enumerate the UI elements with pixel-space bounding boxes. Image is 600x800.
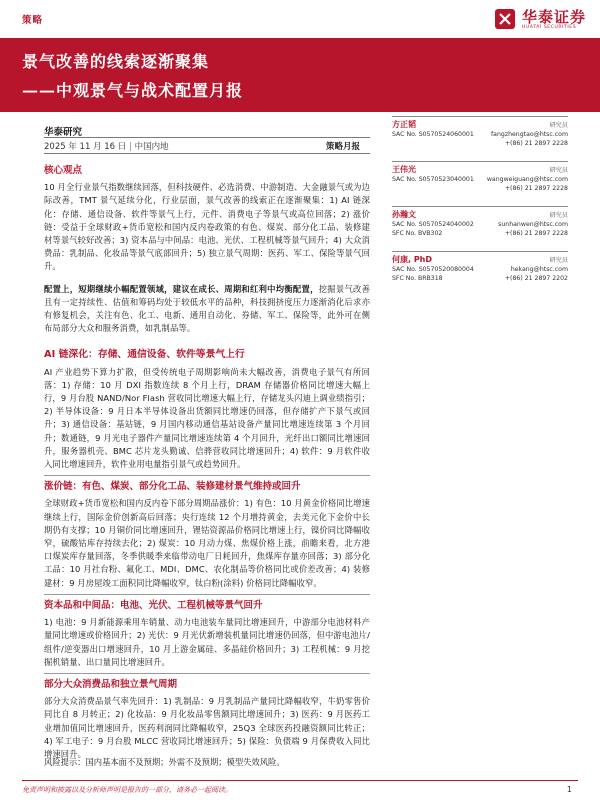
core-view-text: 10 月全行业景气指数继续回落，但科技硬件、必选消费、中游制造、大金融景气或为边际改善，TMT 景气延续分化，行业层面，景气改善的线索正在逐渐聚集：1) AI 链深化：存储、通信设备、软件等景气上行，元件、消费电子等景气或高位回落；2) 涨价链：受益于全球财政+货币宽松和国内反内卷政策的有色、煤炭、部分化工品、装修建材等景气较好改善；3) 资本品与中间品：电池、光伏、工程机械等景气回升；4) 大众消费品：乳制品、化妆品等景气底部回升；5) 独立景气周期：医药、军工、保险等景气回升。 (44, 182, 370, 272)
analyst-role: 研究员 (549, 122, 568, 129)
disclaimer-note: 免责声明和披露以及分析师声明是报告的一部分，请务必一起阅读。 (22, 786, 232, 794)
report-subtitle: ——中观景气与战术配置月报 (22, 81, 244, 100)
analyst-phone: +(86) 21 2897 2228 (504, 185, 568, 192)
footer-rule (22, 780, 578, 781)
analyst-role: 研究员 (549, 257, 568, 264)
company-logo (494, 8, 586, 30)
analyst-card (392, 251, 568, 283)
consumer-text: 部分大众消费品景气率先回升：1) 乳制品：9 月乳制品产量同比降幅收窄，牛奶零售价同比自 8 月转正；2) 化妆品：9 月化妆品零售额同比增速回升；3) 医药：9 月医药工业增加值同比增速回升，医药利润同比降幅收窄，25Q3 全球医药投融资额同比转正；4) 军工电子：9 月台股 MLCC 营收同比增速回升；5) 保险：负债端 9 月保费收入同比增速回升。 (44, 696, 370, 759)
analyst-card (392, 116, 568, 148)
analyst-sac: SAC No. S0570524040002 (392, 221, 474, 228)
analyst-email[interactable]: sunhanwen@htsc.com (498, 221, 568, 228)
report-type: 策略月报 (326, 142, 361, 152)
report-category: 策略 (22, 15, 44, 26)
analyst-name: 方正韬 (392, 120, 416, 129)
section-divider (44, 594, 370, 595)
analyst-sfc: SFC No. BVB302 (392, 230, 443, 237)
analyst-sac: SAC No. S0570524060001 (392, 131, 474, 138)
analyst-role: 研究员 (549, 167, 568, 174)
report-title: 景气改善的线索逐渐聚集 (22, 52, 210, 71)
consumer-heading: 部分大众消费品和独立景气周期 (44, 678, 178, 690)
section-divider (44, 673, 370, 674)
logo-text-cn: 华泰证券 (521, 7, 586, 26)
page-number: 1 (566, 785, 572, 794)
analyst-sac: SAC No. S0570523040001 (392, 176, 474, 183)
analyst-email[interactable]: fangzhengtao@htsc.com (491, 131, 568, 138)
analyst-panel (392, 116, 568, 296)
analyst-role: 研究员 (549, 212, 568, 219)
ai-chain-text: AI 产业趋势下算力扩散，但受传统电子周期影响尚未大幅改善，消费电子景气有所回落：1) 存储：10 月 DXI 指数连续 8 个月上行，DRAM 存储器价格同比增速大幅上行，9 月台股 NAND/Nor Flash 营收同比增速大幅上行，存储龙头闪迪上调业绩指引；2) 半导体设备：9 月日本半导体设备出货额同比增速仍回落，但存储扩产下景气或回升；3) 通信设备：基站链，9 月国内移动通信基站设备产量同比增速连续第 3 个月回升；数通链，9 月光电子器件产量同比增速连续第 4 个月回升，光纤出口额同比增速回升，服务器机壳、BMC 芯片龙头勤诚、信骅营收同比增速回升；4) 软件：9 月软件收入同比增速回升，软件业用电量指引景气或趋势回升。 (44, 366, 370, 470)
analyst-email[interactable]: wangweiguang@htsc.com (486, 176, 568, 183)
analyst-card (392, 206, 568, 238)
analyst-name: 孙瀚文 (392, 210, 416, 219)
capital-goods-heading: 资本品和中间品：电池、光伏、工程机械等景气回升 (44, 599, 263, 611)
analyst-name: 何康, PhD (392, 255, 433, 264)
risk-warning: 风险提示：国内基本面不及预期；外需不及预期；模型失效风险。 (44, 757, 285, 767)
research-org: 华泰研究 (44, 127, 83, 138)
analyst-card (392, 161, 568, 193)
report-meta: 2025 年 11 月 16 日 | 中国内地 (44, 142, 169, 152)
core-view-heading: 核心观点 (44, 165, 83, 176)
allocation-paragraph (44, 283, 370, 336)
logo-text-en: HUATAI SECURITIES (521, 24, 577, 30)
allocation-lead: 配置上，短期继续小幅配置领域，建议在成长、周期和红利中均衡配置， (44, 283, 319, 294)
analyst-name: 王伟光 (392, 165, 416, 174)
huatai-logo-icon (494, 8, 516, 30)
meta-divider-bottom (44, 153, 370, 154)
analyst-phone: +(86) 21 2897 2228 (504, 230, 568, 237)
meta-divider-top (44, 137, 370, 138)
section-divider (44, 475, 370, 476)
analyst-email[interactable]: hekang@htsc.com (510, 266, 568, 273)
report-region: 中国内地 (134, 142, 169, 152)
main-content (44, 160, 370, 761)
capital-goods-text: 1) 电池：9 月新能源乘用车销量、动力电池装车量同比增速回升，中游部分电池材料产量同比增速或价格回升；2) 光伏：9 月光伏新增装机量同比增速仍回落，但中游电池片/组件/逆变器出口增速回升，10 月上游金属硅、多晶硅价格回升；3) 工程机械：9 月挖掘机销量、出口量同比增速回升。 (44, 617, 370, 667)
price-chain-text: 全球财政+货币宽松和国内反内卷下部分周期品涨价：1) 有色：10 月黄金价格同比增速继续上行，国际金价创新高后回落；央行连续 12 个月增持黄金，去美元化下金价中长期仍有支撑；10 月铜价同比增速回升，锂钴资源品价格同比增速上行，镍价同比降幅收窄，硫酸钴库存持续去化；2) 煤炭：10 月动力煤、焦煤价格上涨，前瞻来看，北方港口煤炭库存量回落，冬季供暖季来临带动电厂日耗回升，焦煤库存量亦回落；3) 部分化工品：10 月社台粉、氟化工、MDI、DMC、农化制品等价格同比或价差改善；4) 装修建材：9 月房屋竣工面积同比降幅收窄，钛白粉(涂料) 价格同比降幅收窄。 (44, 498, 370, 588)
price-chain-heading: 涨价链：有色、煤炭、部分化工品、装修建材景气维持或回升 (44, 481, 301, 493)
ai-chain-heading: AI 链深化：存储、通信设备、软件等景气上行 (44, 349, 245, 361)
analyst-phone: +(86) 21 2897 2202 (504, 275, 568, 282)
analyst-sac: SAC No. S0570520080004 (392, 266, 474, 273)
analyst-sfc: SFC No. BRB318 (392, 275, 443, 282)
report-date: 2025 年 11 月 16 日 (44, 142, 127, 152)
analyst-phone: +(86) 21 2897 2228 (504, 140, 568, 147)
allocation-text: 挖掘景气改善且有一定持续性、估值和筹码均处于较低水平的品种，科技拥挤度压力逐渐消化后求亦有修复机会，关注有色、化工、电新、通用自动化、券储、军工、保险等，此外可在侧布局部分大众和服务消费，如乳制品等。 (44, 283, 371, 334)
